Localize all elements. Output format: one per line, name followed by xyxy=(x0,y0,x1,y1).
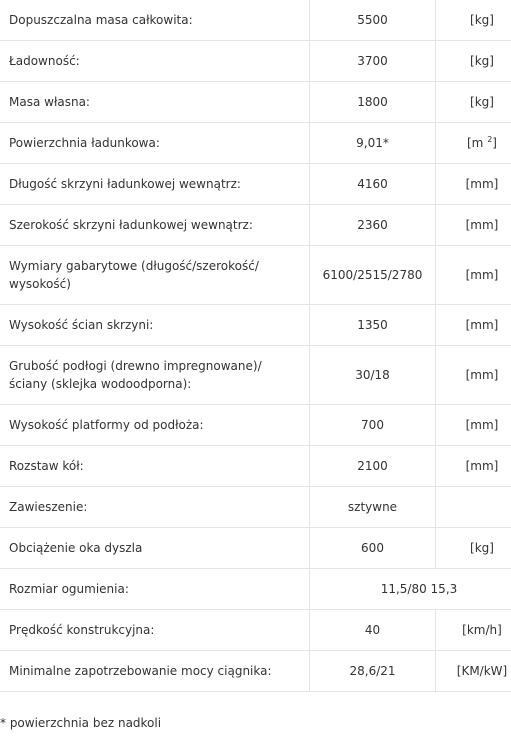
unit-close: ] xyxy=(492,136,497,150)
row-unit: [kg] xyxy=(436,41,511,82)
row-value: 1350 xyxy=(310,305,436,346)
table-row xyxy=(0,41,511,82)
table-row xyxy=(0,446,511,487)
row-value: 9,01* xyxy=(310,123,436,164)
row-unit: [mm] xyxy=(436,246,511,305)
row-value: 3700 xyxy=(310,41,436,82)
row-label: Masa własna: xyxy=(0,82,310,123)
row-unit: [km/h] xyxy=(436,610,511,651)
unit-text: [m xyxy=(467,136,484,150)
row-label: Wymiary gabarytowe (długość/szerokość/ wysokość) xyxy=(0,246,310,305)
row-label: Wysokość platformy od podłoża: xyxy=(0,405,310,446)
row-unit: [kg] xyxy=(436,82,511,123)
row-value: 2360 xyxy=(310,205,436,246)
row-unit xyxy=(436,123,511,164)
table-row xyxy=(0,610,511,651)
row-unit: [mm] xyxy=(436,164,511,205)
row-value: 6100/2515/2780 xyxy=(310,246,436,305)
row-unit: [mm] xyxy=(436,305,511,346)
table-row xyxy=(0,569,511,610)
row-value: 28,6/21 xyxy=(310,651,436,692)
table-row xyxy=(0,487,511,528)
table-row xyxy=(0,82,511,123)
row-label: Dopuszczalna masa całkowita: xyxy=(0,0,310,41)
table-row xyxy=(0,164,511,205)
row-value: 30/18 xyxy=(310,346,436,405)
row-value: 2100 xyxy=(310,446,436,487)
row-label: Szerokość skrzyni ładunkowej wewnątrz: xyxy=(0,205,310,246)
row-unit: [mm] xyxy=(436,405,511,446)
table-row xyxy=(0,651,511,692)
row-unit: [mm] xyxy=(436,346,511,405)
table-row xyxy=(0,0,511,41)
table-row xyxy=(0,123,511,164)
row-value: 11,5/80 15,3 xyxy=(310,569,511,610)
row-label: Wysokość ścian skrzyni: xyxy=(0,305,310,346)
row-value: sztywne xyxy=(310,487,436,528)
row-value: 40 xyxy=(310,610,436,651)
row-unit xyxy=(436,487,511,528)
row-label: Ładowność: xyxy=(0,41,310,82)
table-row xyxy=(0,305,511,346)
table-row xyxy=(0,405,511,446)
row-unit: [mm] xyxy=(436,446,511,487)
row-value: 700 xyxy=(310,405,436,446)
row-unit: [kg] xyxy=(436,528,511,569)
row-value: 1800 xyxy=(310,82,436,123)
row-label: Rozstaw kół: xyxy=(0,446,310,487)
unit-superscript: 2 xyxy=(487,135,493,144)
row-label: Powierzchnia ładunkowa: xyxy=(0,123,310,164)
row-label: Długość skrzyni ładunkowej wewnątrz: xyxy=(0,164,310,205)
table-row xyxy=(0,205,511,246)
row-unit: [kg] xyxy=(436,0,511,41)
row-unit: [KM/kW] xyxy=(436,651,511,692)
row-label: Zawieszenie: xyxy=(0,487,310,528)
row-label: Obciążenie oka dyszla xyxy=(0,528,310,569)
row-value: 4160 xyxy=(310,164,436,205)
row-label: Rozmiar ogumienia: xyxy=(0,569,310,610)
row-unit: [mm] xyxy=(436,205,511,246)
row-value: 5500 xyxy=(310,0,436,41)
footnote: * powierzchnia bez nadkoli xyxy=(0,716,162,730)
table-row xyxy=(0,246,511,305)
table-row xyxy=(0,346,511,405)
row-label: Minimalne zapotrzebowanie mocy ciągnika: xyxy=(0,651,310,692)
row-label: Prędkość konstrukcyjna: xyxy=(0,610,310,651)
row-value: 600 xyxy=(310,528,436,569)
row-label: Grubość podłogi (drewno impregnowane)/ ściany (sklejka wodoodporna): xyxy=(0,346,310,405)
table-row xyxy=(0,528,511,569)
